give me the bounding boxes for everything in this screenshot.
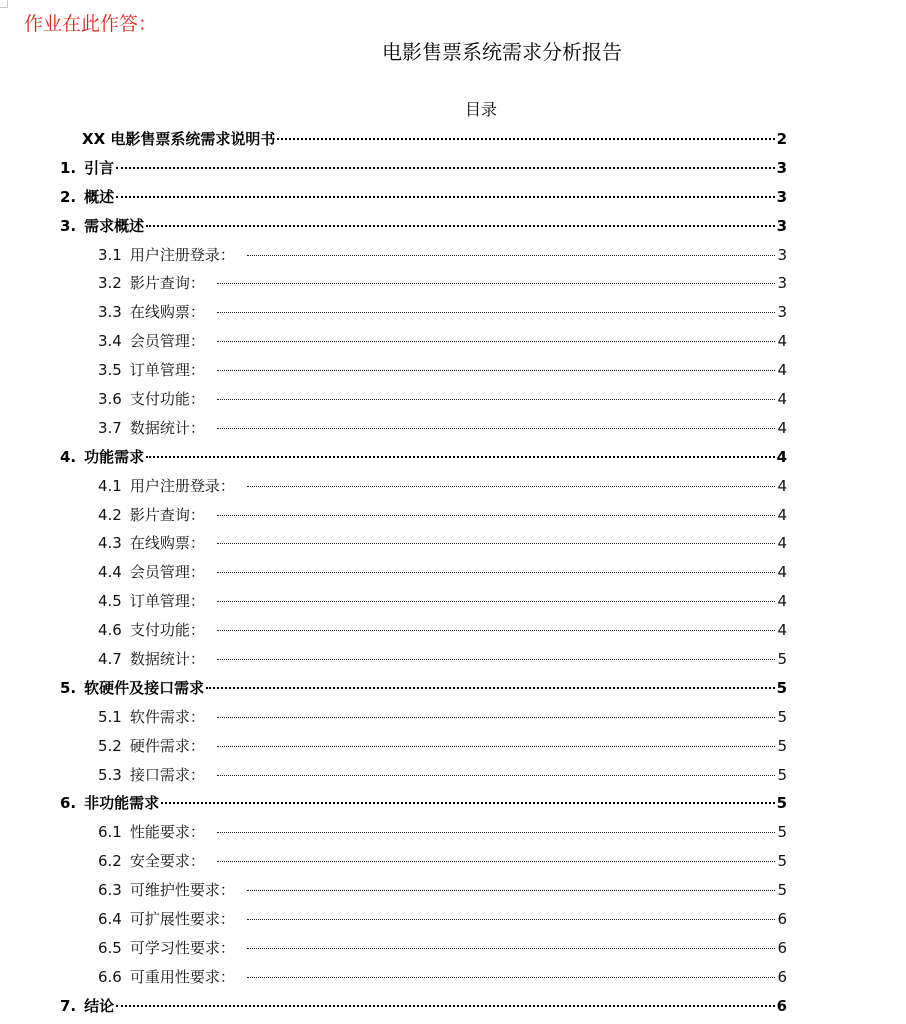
toc-entry-number: 2. <box>60 187 77 206</box>
toc-entry-title: 数据统计： <box>129 650 205 669</box>
toc-entry-chapter[interactable] <box>60 674 787 703</box>
toc-entry-title: 接口需求： <box>129 765 205 784</box>
toc-dot-leader <box>217 775 775 776</box>
toc-entry-title: 会员管理： <box>129 563 205 582</box>
toc-entry-section[interactable] <box>60 587 787 616</box>
toc-entry-number: 1. <box>60 158 77 177</box>
toc-entry-number: 4.2 <box>98 505 122 524</box>
toc-dot-leader <box>217 601 775 602</box>
toc-entry-page-number: 6 <box>777 910 787 929</box>
toc-entry-title: 在线购票： <box>129 303 205 322</box>
toc-entry-title: 用户注册登录： <box>129 476 235 495</box>
toc-dot-leader <box>217 341 775 342</box>
toc-entry-page-number: 4 <box>777 505 787 524</box>
toc-entry-number: 5.1 <box>98 707 122 726</box>
toc-dot-leader <box>247 948 775 949</box>
toc-entry-section[interactable] <box>60 385 787 414</box>
toc-entry-page-number: 3 <box>777 303 787 322</box>
toc-entry-chapter[interactable] <box>60 992 787 1021</box>
toc-entry-chapter[interactable] <box>60 154 787 183</box>
toc-entry-page-number: 4 <box>777 476 787 495</box>
toc-entry-number: 3.1 <box>98 245 122 264</box>
toc-dot-leader <box>217 832 775 833</box>
toc-entry-section[interactable] <box>60 414 787 443</box>
toc-entry-chapter[interactable] <box>60 183 787 212</box>
toc-entry-page-number: 5 <box>777 707 787 726</box>
toc-entry-number: 5. <box>60 678 77 697</box>
toc-entry-number: 5.3 <box>98 765 122 784</box>
toc-entry-section[interactable] <box>60 241 787 270</box>
toc-dot-leader <box>116 1005 774 1007</box>
toc-entry-page-number: 5 <box>777 852 787 871</box>
toc-entry-number: 4. <box>60 447 77 466</box>
toc-entry-page-number: 3 <box>776 187 787 206</box>
toc-dot-leader <box>217 746 775 747</box>
toc-entry-section[interactable] <box>60 501 787 530</box>
toc-dot-leader <box>146 225 774 227</box>
toc-entry-chapter[interactable] <box>60 443 787 472</box>
toc-entry-page-number: 4 <box>777 361 787 380</box>
toc-entry-chapter[interactable] <box>60 125 787 154</box>
toc-entry-chapter[interactable] <box>60 789 787 818</box>
toc-entry-number: 4.6 <box>98 621 122 640</box>
toc-dot-leader <box>277 138 774 140</box>
toc-entry-page-number: 5 <box>776 794 787 813</box>
toc-dot-leader <box>116 196 774 198</box>
toc-entry-number: 4.1 <box>98 476 122 495</box>
toc-entry-section[interactable] <box>60 269 787 298</box>
toc-entry-number: 6.1 <box>98 823 122 842</box>
toc-entry-number: 6. <box>60 794 77 813</box>
toc-entry-section[interactable] <box>60 732 787 761</box>
toc-entry-title: 概述 <box>84 187 115 206</box>
toc-entry-title: 用户注册登录： <box>129 245 235 264</box>
toc-dot-leader <box>247 890 775 891</box>
toc-entry-section[interactable] <box>60 934 787 963</box>
toc-entry-page-number: 4 <box>777 390 787 409</box>
toc-entry-page-number: 2 <box>776 130 787 148</box>
toc-entry-number: 3.7 <box>98 418 122 437</box>
toc-entry-page-number: 4 <box>777 534 787 553</box>
toc-entry-title: 结论 <box>84 996 115 1015</box>
toc-entry-title: 可维护性要求： <box>129 881 235 900</box>
toc-entry-page-number: 5 <box>777 736 787 755</box>
toc-entry-title: 会员管理： <box>129 332 205 351</box>
toc-dot-leader <box>206 687 774 689</box>
toc-entry-page-number: 5 <box>777 881 787 900</box>
toc-entry-section[interactable] <box>60 327 787 356</box>
toc-entry-section[interactable] <box>60 645 787 674</box>
toc-entry-number: 4.7 <box>98 650 122 669</box>
toc-entry-section[interactable] <box>60 616 787 645</box>
toc-dot-leader <box>217 283 775 284</box>
toc-entry-page-number: 3 <box>777 274 787 293</box>
toc-entry-title: 影片查询： <box>129 505 205 524</box>
toc-entry-number: 3. <box>60 216 77 235</box>
toc-entry-section[interactable] <box>60 298 787 327</box>
toc-entry-title: 软件需求： <box>129 707 205 726</box>
toc-entry-title: 安全要求： <box>129 852 205 871</box>
toc-entry-section[interactable] <box>60 472 787 501</box>
toc-entry-number: 6.3 <box>98 881 122 900</box>
toc-dot-leader <box>217 861 775 862</box>
toc-entry-section[interactable] <box>60 356 787 385</box>
toc-entry-number: 6.6 <box>98 967 122 986</box>
toc-dot-leader <box>217 630 775 631</box>
toc-entry-number: 3.3 <box>98 303 122 322</box>
toc-entry-page-number: 4 <box>777 563 787 582</box>
toc-entry-section[interactable] <box>60 703 787 732</box>
toc-entry-number: 4.5 <box>98 592 122 611</box>
toc-entry-page-number: 6 <box>776 996 787 1015</box>
toc-entry-title: 支付功能： <box>129 390 205 409</box>
document-title: 电影售票系统需求分析报告 <box>382 40 622 64</box>
toc-entry-page-number: 4 <box>777 592 787 611</box>
toc-dot-leader <box>247 977 775 978</box>
toc-dot-leader <box>217 543 775 544</box>
toc-entry-number: 3.4 <box>98 332 122 351</box>
toc-dot-leader <box>217 659 775 660</box>
toc-entry-number: 6.2 <box>98 852 122 871</box>
toc-dot-leader <box>116 167 774 169</box>
toc-entry-section[interactable] <box>60 963 787 992</box>
toc-entry-title: 性能要求： <box>129 823 205 842</box>
toc-entry-number: 5.2 <box>98 736 122 755</box>
toc-entry-title: 可学习性要求： <box>129 938 235 957</box>
toc-entry-title: 非功能需求 <box>84 794 160 813</box>
toc-entry-page-number: 5 <box>777 650 787 669</box>
toc-entry-page-number: 3 <box>776 216 787 235</box>
toc-entry-number: 6.5 <box>98 938 122 957</box>
toc-entry-page-number: 4 <box>777 418 787 437</box>
toc-dot-leader <box>217 515 775 516</box>
toc-entry-title: 在线购票： <box>129 534 205 553</box>
toc-entry-title: 可扩展性要求： <box>129 910 235 929</box>
toc-entry-number: 3.5 <box>98 361 122 380</box>
toc-entry-page-number: 5 <box>777 823 787 842</box>
toc-entry-number: 6.4 <box>98 910 122 929</box>
toc-dot-leader <box>146 456 774 458</box>
toc-entry-title: 引言 <box>84 158 115 177</box>
toc-entry-title: 需求概述 <box>84 216 145 235</box>
toc-entry-page-number: 6 <box>777 967 787 986</box>
toc-entry-page-number: 4 <box>776 447 787 466</box>
toc-dot-leader <box>217 370 775 371</box>
toc-dot-leader <box>247 255 775 256</box>
toc-entry-page-number: 4 <box>777 621 787 640</box>
toc-entry-section[interactable] <box>60 761 787 790</box>
toc-entry-page-number: 5 <box>777 765 787 784</box>
toc-entry-number: 3.2 <box>98 274 122 293</box>
toc-entry-page-number: 6 <box>777 938 787 957</box>
toc-entry-section[interactable] <box>60 905 787 934</box>
table-of-contents <box>60 125 787 1021</box>
toc-entry-page-number: 3 <box>777 245 787 264</box>
toc-entry-section[interactable] <box>60 876 787 905</box>
toc-entry-page-number: 3 <box>776 158 787 177</box>
toc-entry-page-number: 4 <box>777 332 787 351</box>
toc-entry-number: 3.6 <box>98 390 122 409</box>
toc-entry-title: 功能需求 <box>84 447 145 466</box>
toc-dot-leader <box>217 717 775 718</box>
toc-heading: 目录 <box>464 100 497 119</box>
toc-entry-number: 4.3 <box>98 534 122 553</box>
toc-entry-title: XX 电影售票系统需求说明书 <box>82 130 276 148</box>
answer-instruction: 作业在此作答： <box>24 13 158 35</box>
toc-entry-section[interactable] <box>60 847 787 876</box>
toc-dot-leader <box>217 399 775 400</box>
toc-entry-title: 影片查询： <box>129 274 205 293</box>
toc-dot-leader <box>161 802 774 804</box>
toc-entry-title: 硬件需求： <box>129 736 205 755</box>
toc-dot-leader <box>217 572 775 573</box>
page-corner-mark <box>0 0 8 8</box>
toc-entry-chapter[interactable] <box>60 212 787 241</box>
toc-dot-leader <box>247 919 775 920</box>
toc-dot-leader <box>217 312 775 313</box>
toc-entry-section[interactable] <box>60 558 787 587</box>
toc-entry-title: 订单管理： <box>129 592 205 611</box>
toc-dot-leader <box>217 428 775 429</box>
toc-entry-title: 订单管理： <box>129 361 205 380</box>
toc-dot-leader <box>247 486 775 487</box>
toc-entry-page-number: 5 <box>776 678 787 697</box>
toc-entry-title: 数据统计： <box>129 418 205 437</box>
toc-entry-number: 7. <box>60 996 77 1015</box>
toc-entry-title: 可重用性要求： <box>129 967 235 986</box>
toc-entry-title: 支付功能： <box>129 621 205 640</box>
toc-entry-title: 软硬件及接口需求 <box>84 678 205 697</box>
toc-entry-section[interactable] <box>60 818 787 847</box>
toc-entry-number: 4.4 <box>98 563 122 582</box>
toc-entry-section[interactable] <box>60 529 787 558</box>
